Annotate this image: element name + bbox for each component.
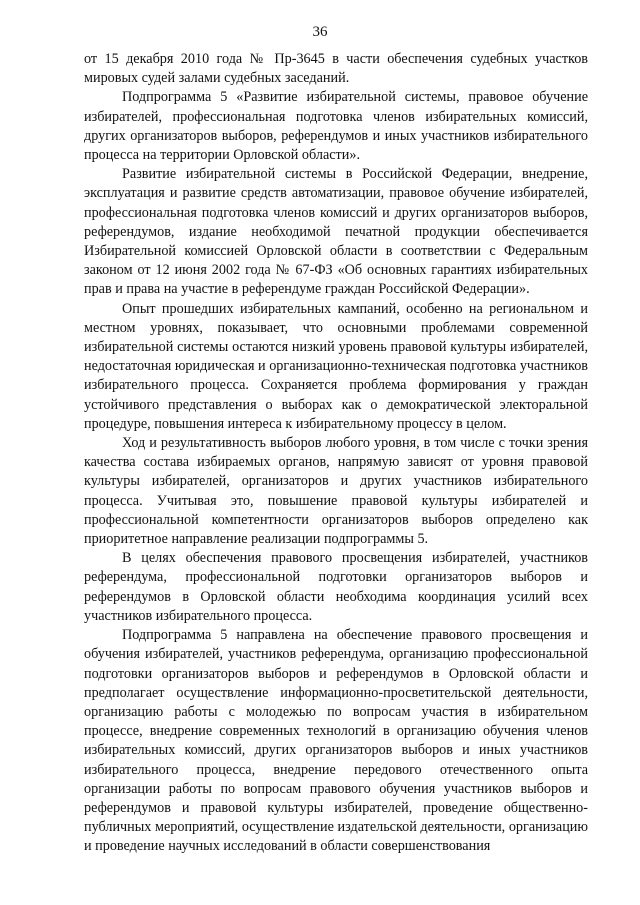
paragraph-body: В целях обеспечения правового просвещения избирателей, участников референдума, профессиональной подготовки организаторов выборов и референдумов в Орловской области необходима координация усилий всех участников избирательного процесса. [84,550,588,624]
paragraph-body: Подпрограмма 5 направлена на обеспечение правового просвещения и обучения избирателей, участников референдума, организацию профессиональной подготовки организаторов выборов и референдумов в Орловской области и предполагает осуществление информационно-просветительской деятельности, организацию работы с молодежью по вопросам участия в избирательном процессе, внедрение современных технологий в организацию обучения членов избирательных комиссий, других организаторов выборов и иных участников избирательного процесса, внедрение передового отечественного опыта организации работы по вопросам правового обучения участников выборов и референдумов и правовой культуры избирателей, проведение общественно-публичных мероприятий, осуществление издательской деятельности, организацию и проведение научных исследований в области совершенствования [84,627,588,855]
paragraph-subprogram-title: Подпрограмма 5 «Развитие избирательной системы, правовое обучение избирателей, профессиональная подготовка членов избирательных комиссий, других организаторов выборов, референдумов и иных участников избирательного процесса на территории Орловской области». [84,89,588,164]
page-number: 36 [312,24,328,40]
paragraph-body: Развитие избирательной системы в Российской Федерации, внедрение, эксплуатация и развитие средств автоматизации, правовое обучение избирателей, профессиональная подготовка членов комиссий и других организаторов выборов, референдумов, издание необходимой печатной продукции обеспечивается Избирательной комиссией Орловской области в соответствии с Федеральным законом от 12 июня 2002 года № 67-ФЗ «Об основных гарантиях избирательных прав и права на участие в референдуме граждан Российской Федерации». [84,166,588,298]
paragraph-body: Опыт прошедших избирательных кампаний, особенно на региональном и местном уровнях, показывает, что основными проблемами современной избирательной системы остаются низкий уровень правовой культуры избирателей, недостаточная юридическая и организационно-техническая подготовка участников избирательного процесса. Сохраняется проблема формирования у граждан устойчивого представления о выборах как о демократической электоральной процедуре, повышения интереса к избирательному процессу в целом. [84,300,588,432]
paragraph-continuation: от 15 декабря 2010 года № Пр-3645 в части обеспечения судебных участков мировых судей залами судебных заседаний. [84,51,588,87]
paragraph-body: Ход и результативность выборов любого уровня, в том числе с точки зрения качества состава избираемых органов, напрямую зависят от уровня правовой культуры избирателей, организаторов и других участников избирательного процесса. Учитывая это, повышение правовой культуры избирателей и профессиональной компетентности организаторов выборов определено как приоритетное направление реализации подпрограммы 5. [84,435,588,548]
document-body [84,50,588,857]
